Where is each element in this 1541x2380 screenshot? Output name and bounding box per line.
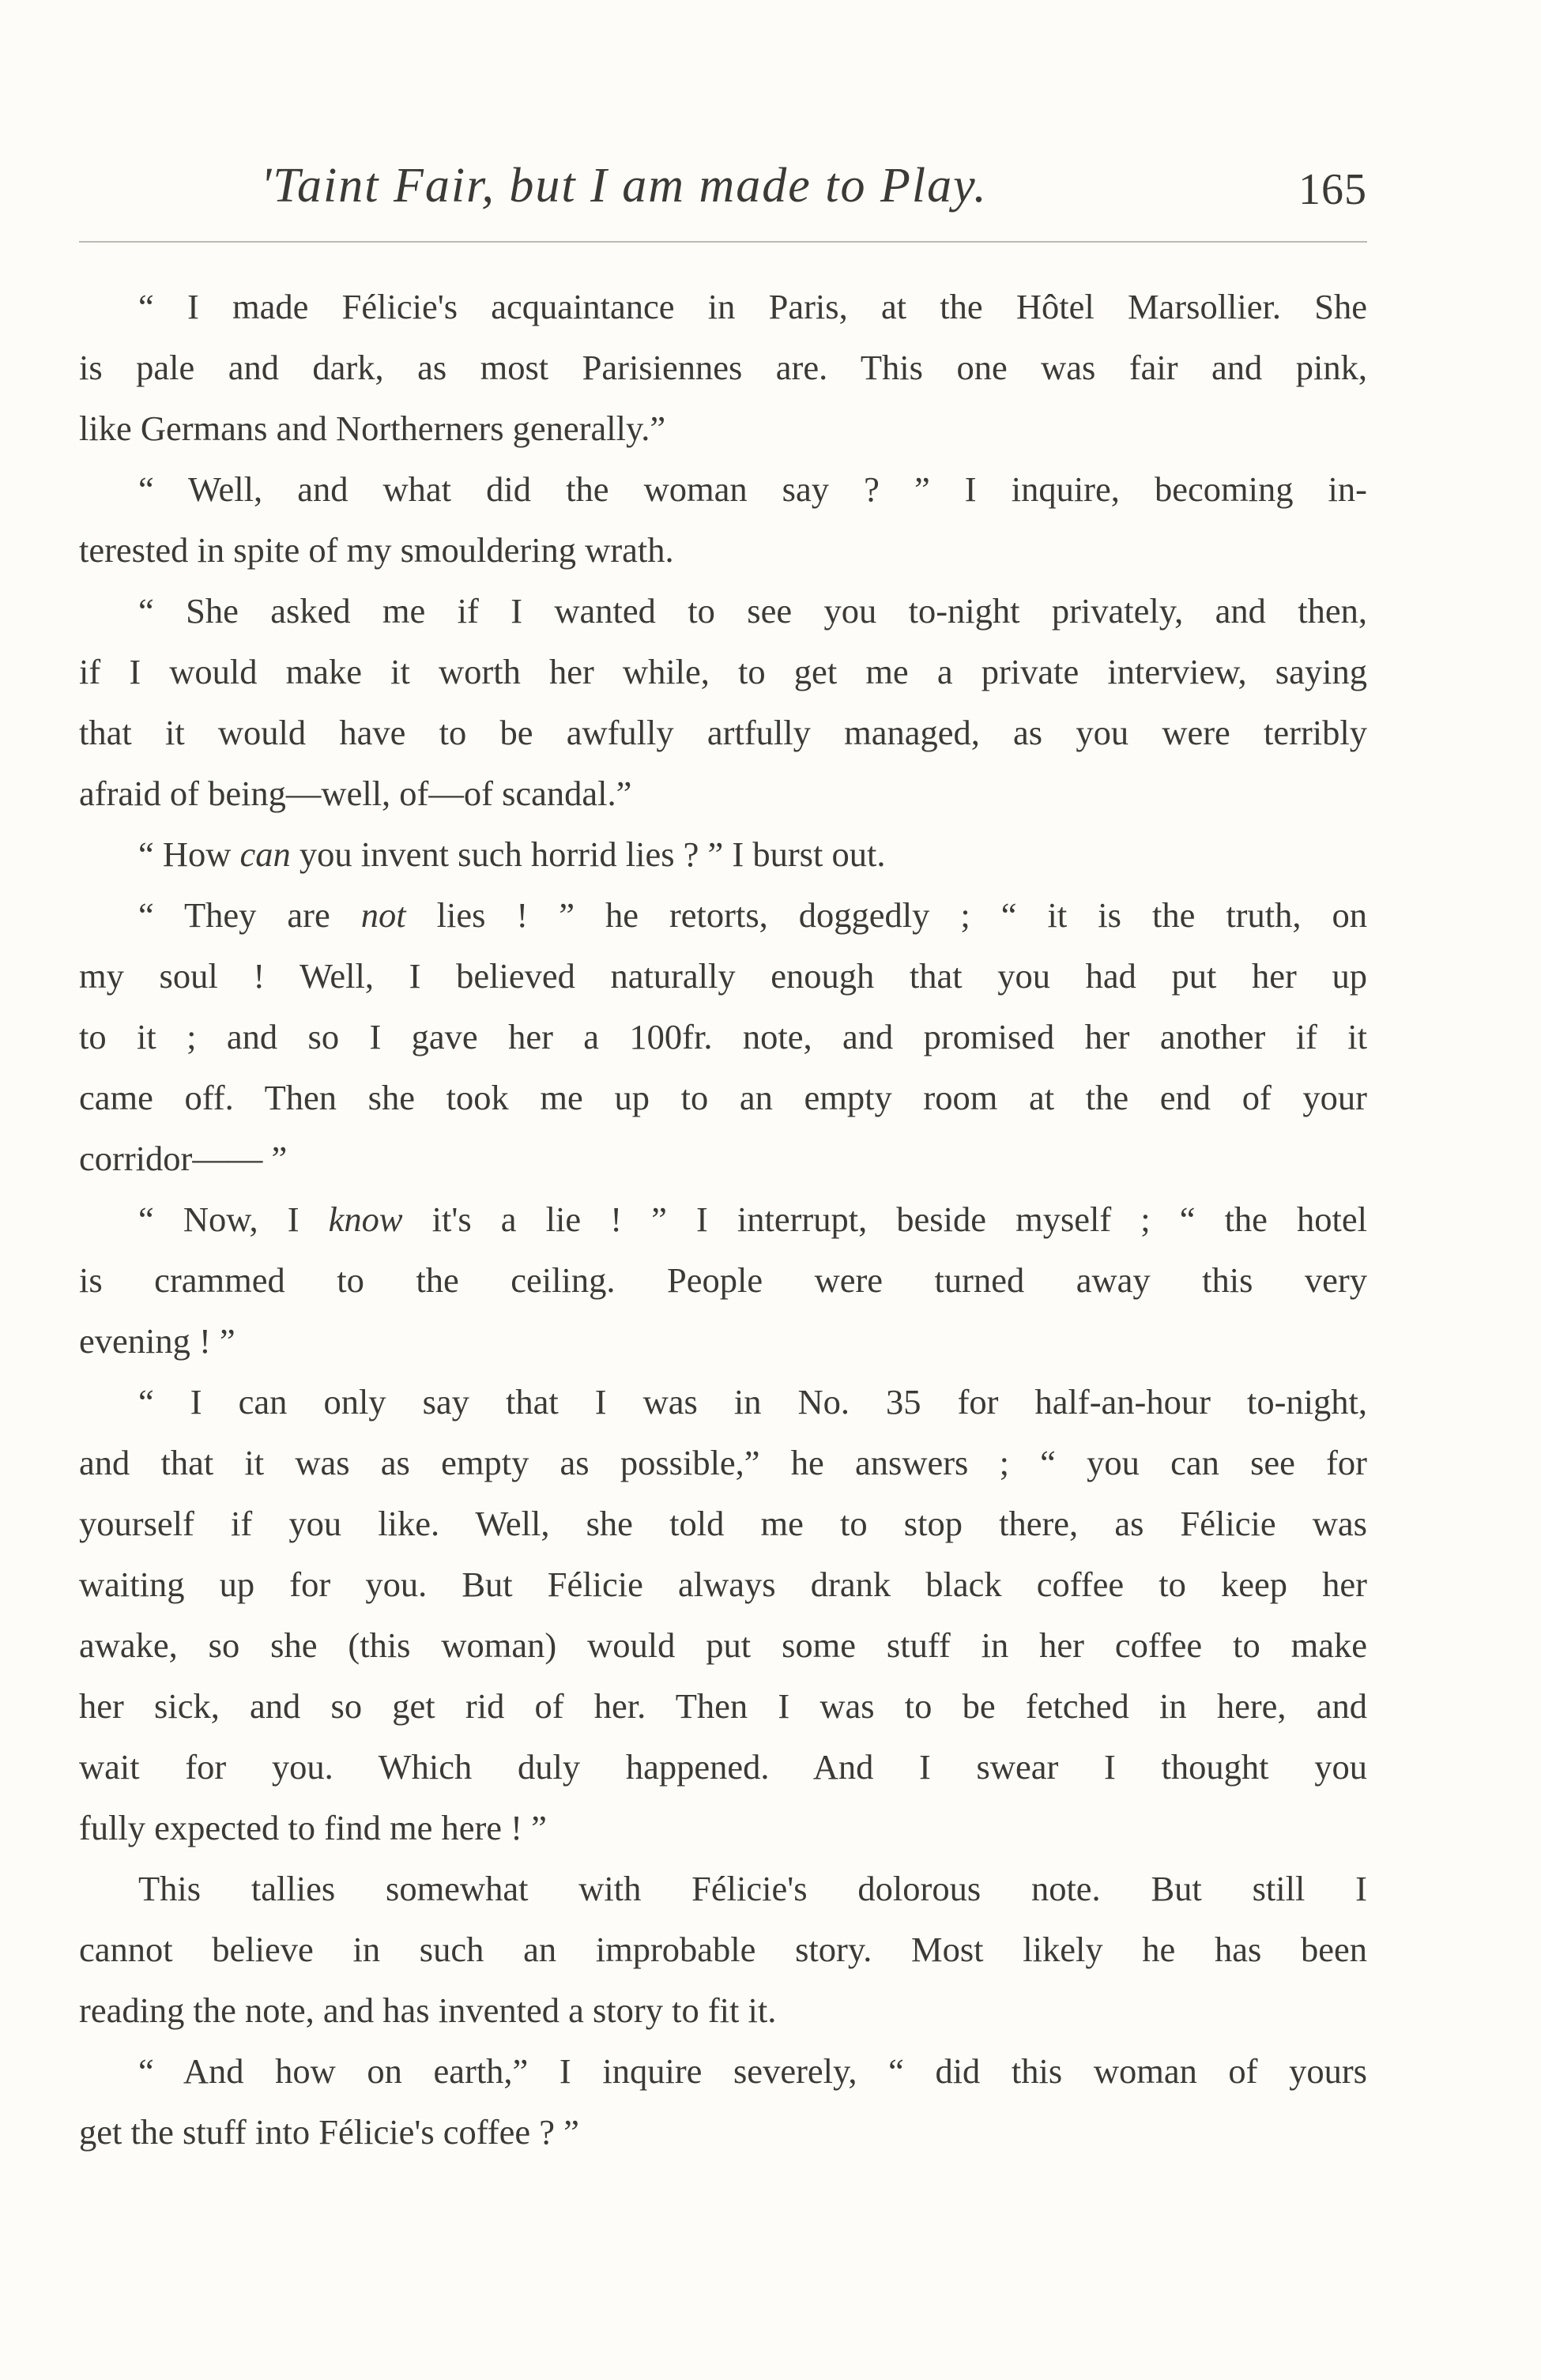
text-run: you invent such horrid lies ? ” I burst out.	[290, 834, 886, 874]
emphasis: can	[239, 834, 291, 874]
text-line: to it ; and so I gave her a 100fr. note, and promised her another if it	[79, 1017, 1367, 1056]
text-line: fully expected to find me here ! ”	[79, 1808, 547, 1847]
text-line: if I would make it worth her while, to get me a private interview, saying	[79, 652, 1367, 691]
text-line: “ Well, and what did the woman say ? ” I inquire, becoming in-	[138, 469, 1367, 509]
emphasis: not	[360, 895, 406, 935]
text-line: and that it was as empty as possible,” he answers ; “ you can see for	[79, 1443, 1367, 1482]
text-line: reading the note, and has invented a story to fit it.	[79, 1990, 777, 2030]
text-line: waiting up for you. But Félicie always drank black coffee to keep her	[79, 1565, 1367, 1604]
text-line	[79, 1189, 1367, 1250]
text-line: evening ! ”	[79, 1321, 235, 1361]
page-number: 165	[1298, 165, 1367, 214]
text-line: is pale and dark, as most Parisiennes are. This one was fair and pink,	[79, 348, 1367, 387]
text-line: my soul ! Well, I believed naturally enough that you had put her up	[79, 956, 1367, 996]
text-run: “ Now, I	[138, 1199, 329, 1239]
text-line: like Germans and Northerners generally.”	[79, 409, 666, 448]
text-run: it's a lie ! ” I interrupt, beside myself ; “ the hotel	[402, 1199, 1368, 1239]
text-line: awake, so she (this woman) would put some stuff in her coffee to make	[79, 1625, 1367, 1665]
text-run: “ How	[138, 834, 240, 874]
text-line: This tallies somewhat with Félicie's dolorous note. But still I	[138, 1869, 1367, 1908]
text-line: “ I can only say that I was in No. 35 for half-an-hour to-night,	[138, 1382, 1367, 1422]
header-rule	[79, 241, 1367, 243]
text-line: “ And how on earth,” I inquire severely, “ did this woman of yours	[138, 2051, 1367, 2091]
text-line: terested in spite of my smouldering wrath.	[79, 530, 674, 570]
text-line: is crammed to the ceiling. People were turned away this very	[79, 1260, 1367, 1300]
text-line: came off. Then she took me up to an empty room at the end of your	[79, 1078, 1367, 1117]
page-body	[79, 277, 1367, 2163]
emphasis: know	[328, 1199, 403, 1239]
text-line: afraid of being—well, of—of scandal.”	[79, 774, 632, 813]
running-title: 'Taint Fair, but I am made to Play.	[261, 159, 988, 213]
running-header	[79, 158, 1367, 221]
text-line: cannot believe in such an improbable story. Most likely he has been	[79, 1930, 1367, 1969]
text-line: wait for you. Which duly happened. And I swear I thought you	[79, 1747, 1367, 1787]
text-line: “ She asked me if I wanted to see you to-night privately, and then,	[138, 591, 1367, 631]
text-line: her sick, and so get rid of her. Then I was to be fetched in here, and	[79, 1686, 1367, 1726]
text-line	[79, 824, 1367, 885]
text-line: corridor—— ”	[79, 1139, 288, 1178]
text-line: “ I made Félicie's acquaintance in Paris, at the Hôtel Marsollier. She	[138, 287, 1367, 326]
text-line: yourself if you like. Well, she told me to stop there, as Félicie was	[79, 1504, 1367, 1543]
text-line: get the stuff into Félicie's coffee ? ”	[79, 2112, 579, 2152]
text-run: “ They are	[138, 895, 361, 935]
text-line	[79, 885, 1367, 946]
text-line: that it would have to be awfully artfully managed, as you were terribly	[79, 713, 1367, 752]
text-run: lies ! ” he retorts, doggedly ; “ it is the truth, on	[405, 895, 1367, 935]
